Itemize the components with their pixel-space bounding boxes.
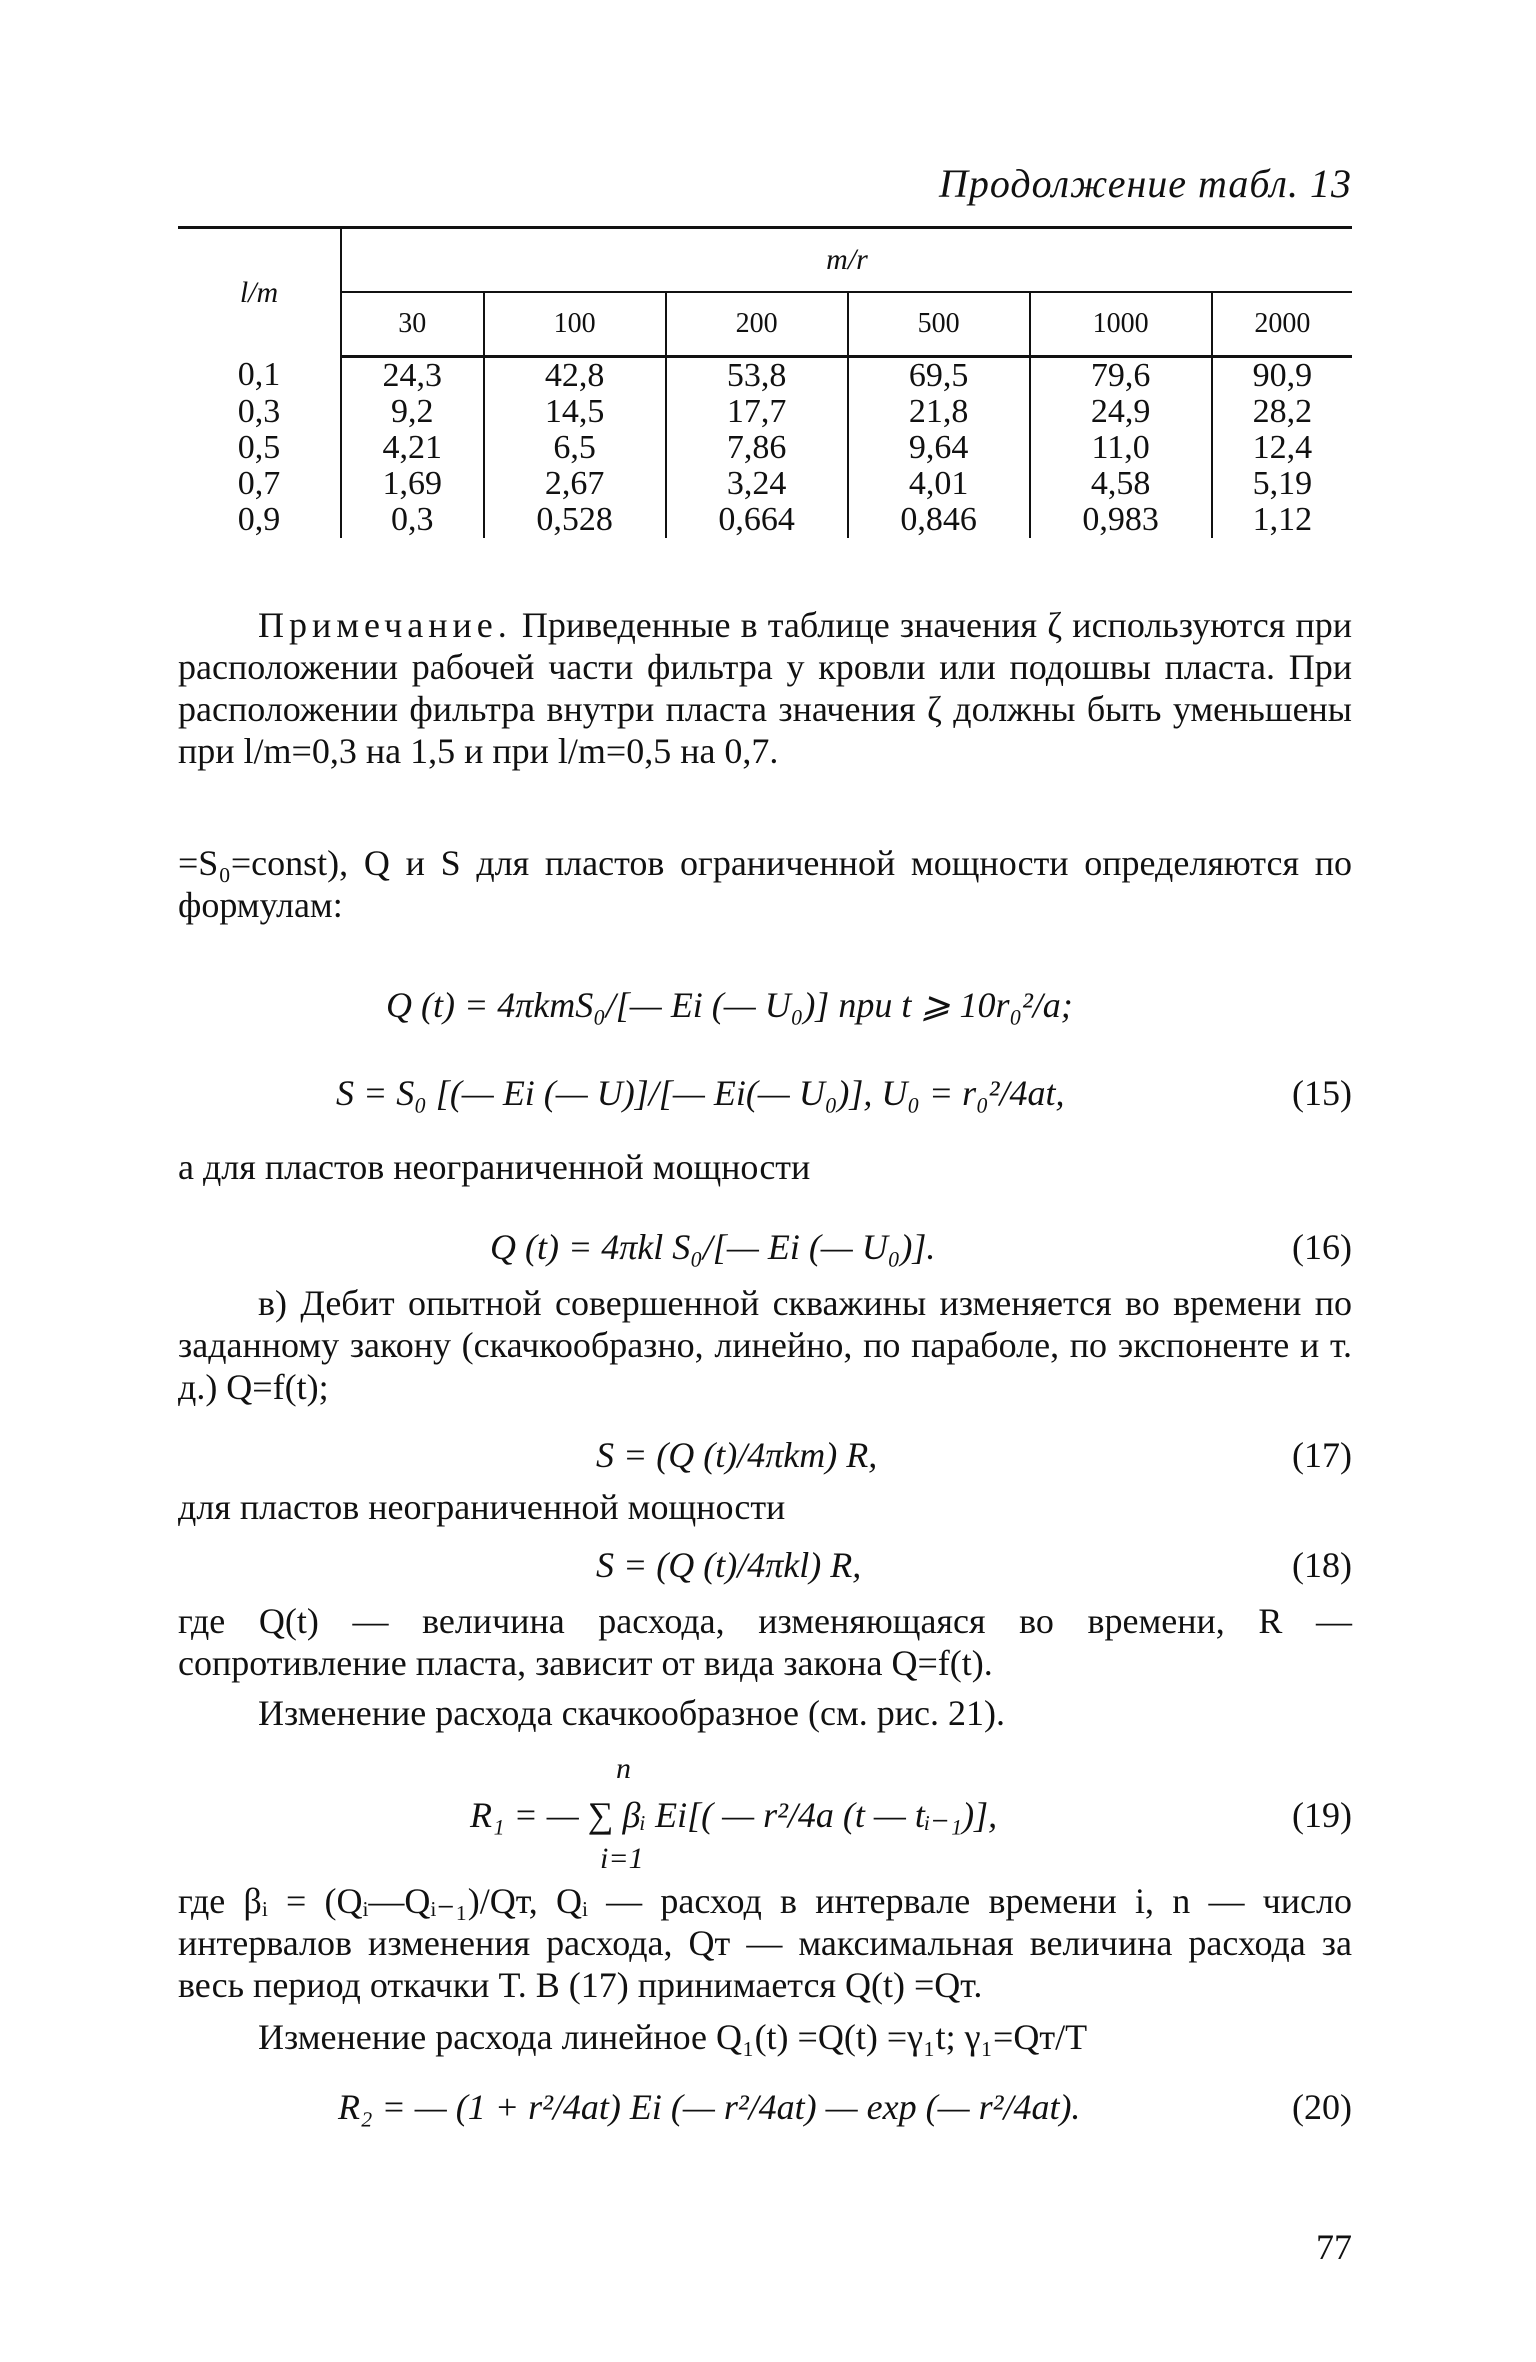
table-cell: 17,7	[666, 394, 848, 430]
table-cell: 0,528	[484, 502, 666, 538]
formula-17: S = (Q (t)/4πkm) R,	[596, 1435, 878, 1475]
table-cell: 79,6	[1030, 357, 1212, 395]
table-cell: 4,01	[848, 466, 1030, 502]
table-cell: 21,8	[848, 394, 1030, 430]
paragraph-unlimited-2: для пластов неограниченной мощности	[178, 1487, 786, 1527]
table-cell: 42,8	[484, 357, 666, 395]
table-cell: 1,12	[1212, 502, 1352, 538]
note-label: Примечание.	[258, 605, 512, 645]
paragraph-debit: в) Дебит опытной совершенной скважины изменяется во времени по заданному закону (скачкообразно, линейно, по параболе, по экспоненте и т. д.) Q=f(t);	[178, 1283, 1352, 1407]
column-header: 100	[484, 292, 666, 357]
table-row	[178, 430, 1352, 466]
table-cell: 69,5	[848, 357, 1030, 395]
paragraph-step-change: Изменение расхода скачкообразное (см. рис. 21).	[258, 1693, 1005, 1733]
sum-upper-limit: n	[616, 1752, 631, 1785]
table-cell: 6,5	[484, 430, 666, 466]
data-table	[178, 226, 1352, 538]
data-table-container	[178, 226, 1352, 538]
paragraph-where-beta: где βᵢ = (Qᵢ—Qᵢ₋₁)/Qт, Qᵢ — расход в интервале времени i, n — число интервалов изменения расхода, Qт — максимальная величина расхода за весь период откачки T. В (17) принимается Q(t) =Qт.	[178, 1881, 1352, 2005]
row-label: 0,5	[178, 430, 341, 466]
column-header: 1000	[1030, 292, 1212, 357]
sum-lower-limit: i=1	[600, 1842, 644, 1875]
table-row	[178, 502, 1352, 538]
table-cell: 4,21	[382, 429, 443, 466]
equation-number-17: (17)	[1292, 1435, 1352, 1475]
table-cell: 9,2	[391, 393, 434, 430]
table-cell: 0,3	[391, 501, 434, 538]
table-cell: 1,69	[382, 465, 443, 502]
paragraph-linear-change: Изменение расхода линейное Q₁(t) =Q(t) =γ₁t; γ₁=Qт/T	[258, 2017, 1088, 2057]
table-cell: 7,86	[666, 430, 848, 466]
table-row	[178, 466, 1352, 502]
equation-number-19: (19)	[1292, 1795, 1352, 1835]
column-header: 200	[666, 292, 848, 357]
row-label: 0,1	[178, 357, 341, 395]
table-cell: 12,4	[1212, 430, 1352, 466]
page-number: 77	[1316, 2227, 1352, 2267]
table-cell: 0,983	[1030, 502, 1212, 538]
table-cell: 24,3	[382, 357, 443, 394]
equation-number-18: (18)	[1292, 1545, 1352, 1585]
formula-18: S = (Q (t)/4πkl) R,	[596, 1545, 862, 1585]
formula-16: Q (t) = 4πkl S₀/[— Ei (— U₀)].	[490, 1227, 936, 1267]
row-header-lm: l/m	[178, 228, 341, 357]
formula-20: R₂ = — (1 + r²/4at) Ei (— r²/4at) — exp (— r²/4at).	[338, 2087, 1081, 2127]
equation-number-20: (20)	[1292, 2087, 1352, 2127]
table-cell: 53,8	[666, 357, 848, 395]
row-label: 0,7	[178, 466, 341, 502]
equation-number-15: (15)	[1292, 1073, 1352, 1113]
table-row	[178, 357, 1352, 395]
column-header: 2000	[1212, 292, 1352, 357]
paragraph-unlimited: а для пластов неограниченной мощности	[178, 1147, 811, 1187]
formula-19: R₁ = — ∑ βᵢ Ei[( — r²/4a (t — tᵢ₋₁)],	[470, 1795, 998, 1835]
column-header: 30	[341, 292, 484, 357]
column-header: 500	[848, 292, 1030, 357]
formula-15a: Q (t) = 4πkmS₀/[— Ei (— U₀)] при t ⩾ 10r₀²/a;	[386, 985, 1073, 1025]
table-cell: 9,64	[848, 430, 1030, 466]
group-header-mr: m/r	[341, 228, 1352, 293]
formula-15b: S = S₀ [(— Ei (— U)]/[— Ei(— U₀)], U₀ = r₀²/4at,	[336, 1073, 1065, 1113]
table-cell: 5,19	[1212, 466, 1352, 502]
table-cell: 28,2	[1212, 394, 1352, 430]
table-row	[178, 394, 1352, 430]
table-cell: 3,24	[666, 466, 848, 502]
table-cell: 0,664	[666, 502, 848, 538]
note-text: Приведенные в таблице значения ζ используются при расположении рабочей части фильтра у кровли или подошвы пласта. При расположении фильтра внутри пласта значения ζ должны быть уменьшены при l/m=0,3 на 1,5 и при l/m=0,5 на 0,7.	[178, 605, 1352, 771]
equation-number-16: (16)	[1292, 1227, 1352, 1267]
table-cell: 14,5	[484, 394, 666, 430]
table-cell: 90,9	[1212, 357, 1352, 395]
table-cell: 24,9	[1030, 394, 1212, 430]
table-caption: Продолжение табл. 13	[938, 161, 1352, 206]
table-note	[178, 604, 1352, 772]
table-cell: 11,0	[1030, 430, 1212, 466]
table-cell: 0,846	[848, 502, 1030, 538]
table-cell: 4,58	[1030, 466, 1212, 502]
table-cell: 2,67	[484, 466, 666, 502]
row-label: 0,3	[178, 394, 341, 430]
paragraph-where-q: где Q(t) — величина расхода, изменяющаяся во времени, R — сопротивление пласта, зависит от вида закона Q=f(t).	[178, 1601, 1352, 1683]
row-label: 0,9	[178, 502, 341, 538]
paragraph-intro: =S₀=const), Q и S для пластов ограниченной мощности определяются по формулам:	[178, 843, 1352, 925]
